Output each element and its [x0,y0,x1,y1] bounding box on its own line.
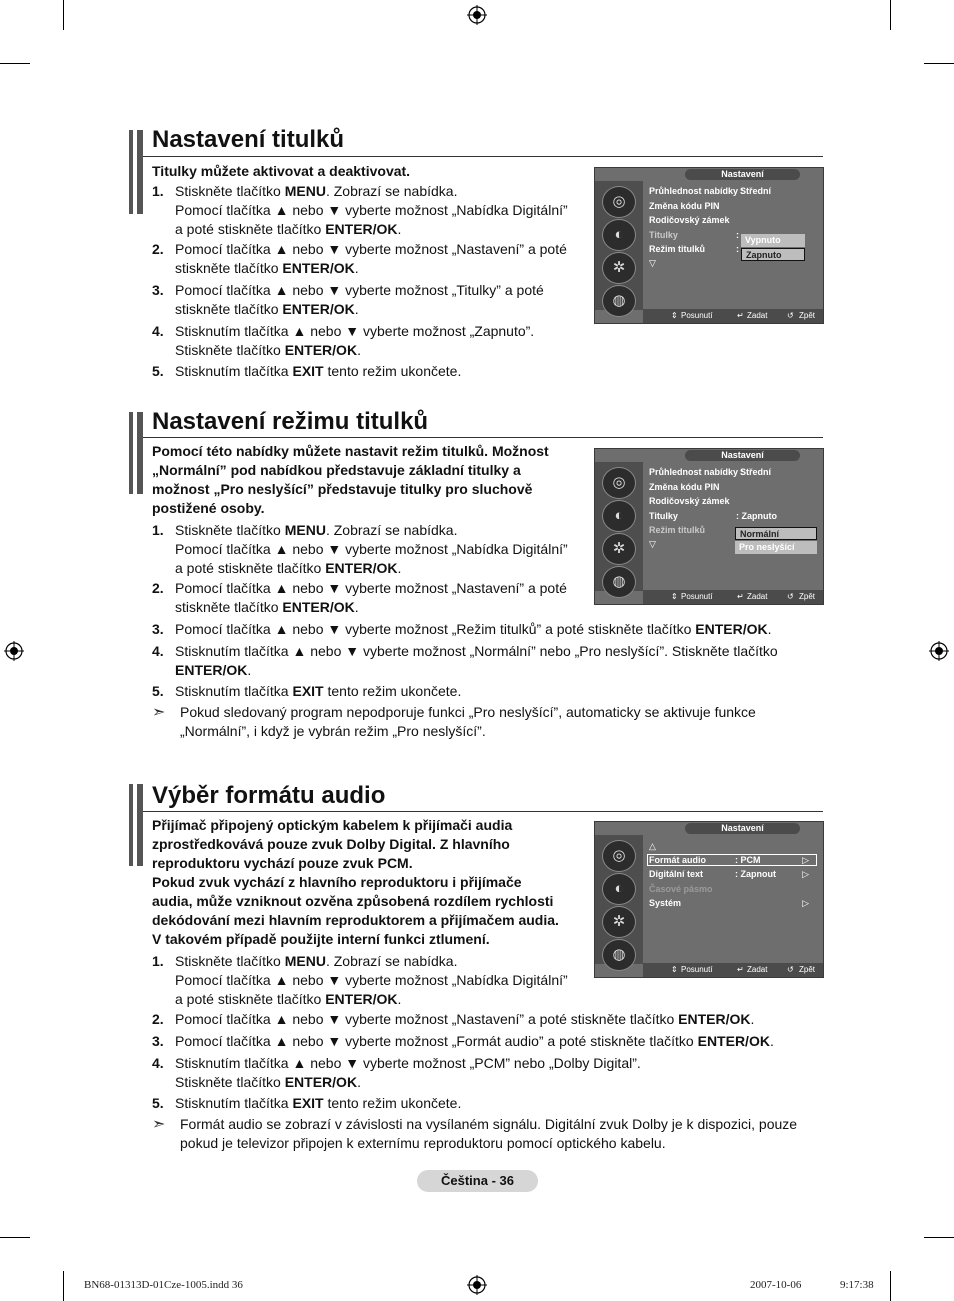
section-marker [129,412,133,494]
step-text: Stisknutím tlačítka EXIT tento režim ukončete. [175,363,462,379]
menu-footer-enter: Zadat [747,311,768,320]
step-text: a poté stiskněte tlačítko ENTER/OK. [175,560,402,576]
section-marker [129,130,133,214]
step-text: Stiskněte tlačítko MENU. Zobrazí se nabídka. [175,522,458,538]
return-icon: ↺ [787,592,794,601]
menu-row-label: Rodičovský zámek [649,496,730,506]
intro-line: Pokud zvuk vychází z hlavního reproduktoru i přijímače [152,874,522,890]
step-number: 4. [152,323,164,339]
menu-option: Vypnuto [741,234,805,247]
step-number: 2. [152,580,164,596]
step-text: stiskněte tlačítko ENTER/OK. [175,599,359,615]
return-icon: ↺ [787,965,794,974]
step-number: 1. [152,183,164,199]
menu-option-selected: Normální [735,527,817,540]
step-text: Pomocí tlačítka ▲ nebo ▼ vyberte možnost „Titulky” a poté [175,282,544,298]
sound-icon: ◐ [602,500,636,532]
enter-icon: ↵ [737,311,744,320]
menu-footer [643,309,823,323]
menu-row-label: Titulky [649,511,678,521]
crop-mark [63,0,64,30]
menu-footer-back: Zpět [799,965,816,974]
registration-mark-icon [467,1275,487,1295]
section-marker [137,412,143,494]
menu-icon-column [595,181,643,310]
note-line: „Normální”, i když je vybrán režim „Pro neslyšící”. [180,723,486,739]
picture-icon: ◎ [602,186,636,218]
menu-row-value: : PCM [735,855,761,865]
input-icon: ◍ [602,566,636,598]
scroll-down-icon: ▽ [649,258,656,268]
menu-footer-back: Zpět [799,311,816,320]
step-number: 4. [152,643,164,659]
step-number: 1. [152,522,164,538]
sound-icon: ◐ [602,219,636,251]
menu-option-selected: Zapnuto [741,248,805,261]
section-rule [143,156,823,157]
step-text: Pomocí tlačítka ▲ nebo ▼ vyberte možnost „Režim titulků” a poté stiskněte tlačítko ENTER/OK. [175,621,772,637]
return-icon: ↺ [787,311,794,320]
menu-footer [643,590,823,604]
crop-mark [63,1271,64,1301]
menu-title: Nastavení [685,450,800,461]
picture-icon: ◎ [602,840,636,872]
menu-row-value: Střední [740,467,772,477]
section-marker [137,784,143,866]
input-icon: ◍ [602,939,636,971]
note-line: Formát audio se zobrazí v závislosti na vysílaném signálu. Digitální zvuk Dolby je k dispozici, pouze [180,1116,798,1132]
menu-row-label: Titulky [649,230,678,240]
menu-title: Nastavení [685,169,800,180]
menu-icon-column [595,462,643,591]
menu-row-label: Průhlednost nabídky : [649,467,744,477]
intro-line: postižené osoby. [152,500,265,516]
step-text: Pomocí tlačítka ▲ nebo ▼ vyberte možnost „Nastavení” a poté stiskněte tlačítko ENTER/OK. [175,1011,755,1027]
intro-line: možnost „Pro neslyšící” představuje titulky pro sluchově [152,481,533,497]
menu-row-label: Digitální text [649,869,704,879]
step-text: a poté stiskněte tlačítko ENTER/OK. [175,221,402,237]
menu-row-label: Rodičovský zámek [649,215,730,225]
step-text: stiskněte tlačítko ENTER/OK. [175,260,359,276]
menu-option: Pro neslyšící [735,541,817,554]
menu-row-value: : [736,244,739,254]
note-line: pokud je televizor připojen k externímu reproduktoru pomocí optického kabelu. [180,1135,666,1151]
menu-footer-enter: Zadat [747,592,768,601]
intro-line: Pomocí této nabídky můžete nastavit režim titulků. Možnost [152,443,549,459]
menu-footer [643,963,823,977]
section-marker [137,130,143,214]
menu-row-value: : [736,230,739,240]
step-number: 1. [152,953,164,969]
menu-footer-back: Zpět [799,592,816,601]
menu-footer-move: Posunutí [681,311,713,320]
setup-icon: ✲ [602,533,636,565]
menu-row-label: Časové pásmo [649,884,713,894]
menu-footer-move: Posunutí [681,965,713,974]
menu-screenshot [594,821,824,978]
section-rule [143,811,823,812]
step-text: Stiskněte tlačítko MENU. Zobrazí se nabídka. [175,953,458,969]
step-text: Stisknutím tlačítka EXIT tento režim ukončete. [175,1095,462,1111]
print-time: 9:17:38 [840,1279,874,1291]
step-text: Stisknutím tlačítka ▲ nebo ▼ vyberte možnost „Zapnuto”. [175,323,535,339]
crop-mark [0,1237,30,1238]
section-intro: Titulky můžete aktivovat a deaktivovat. [152,163,411,179]
setup-icon: ✲ [602,252,636,284]
menu-row-label: Změna kódu PIN [649,201,720,211]
note-arrow-icon: ➣ [152,1116,166,1133]
step-text: Stiskněte tlačítko ENTER/OK. [175,1074,361,1090]
submenu-arrow-icon: ▷ [802,869,809,879]
crop-mark [0,63,30,64]
note-line: Pokud sledovaný program nepodporuje funkci „Pro neslyšící”, automaticky se aktivuje funkce [180,704,756,720]
scroll-down-icon: ▽ [649,539,656,549]
step-number: 3. [152,621,164,637]
intro-line: V takovém případě použijte interní funkci ztlumení. [152,931,490,947]
intro-line: Přijímač připojený optickým kabelem k přijímači audia [152,817,513,833]
submenu-arrow-icon: ▷ [802,898,809,908]
step-number: 3. [152,282,164,298]
step-text: Stiskněte tlačítko ENTER/OK. [175,342,361,358]
setup-icon: ✲ [602,906,636,938]
crop-mark [924,1237,954,1238]
menu-row-label: Průhlednost nabídky : [649,186,744,196]
menu-row-label: Režim titulků [649,244,706,254]
section-rule [143,437,823,438]
step-text: Stisknutím tlačítka EXIT tento režim ukončete. [175,683,462,699]
menu-row-label: Formát audio [649,855,707,865]
registration-mark-icon [4,641,24,661]
input-icon: ◍ [602,285,636,317]
step-text: Pomocí tlačítka ▲ nebo ▼ vyberte možnost „Nabídka Digitální” [175,972,568,988]
crop-mark [890,1271,891,1301]
menu-screenshot [594,167,824,324]
menu-row-label: Změna kódu PIN [649,482,720,492]
step-number: 2. [152,241,164,257]
step-text: Pomocí tlačítka ▲ nebo ▼ vyberte možnost „Nastavení” a poté [175,580,567,596]
menu-footer-enter: Zadat [747,965,768,974]
intro-line: audia, může vzniknout ozvěna způsobená rozdílem rychlosti [152,893,554,909]
intro-line: reproduktoru vychází pouze zvuk PCM. [152,855,413,871]
intro-line: „Normální” pod nabídkou představuje základní titulky a [152,462,521,478]
step-text: Stisknutím tlačítka ▲ nebo ▼ vyberte možnost „PCM” nebo „Dolby Digital”. [175,1055,641,1071]
move-icon: ⇕ [671,592,678,601]
crop-mark [890,0,891,30]
enter-icon: ↵ [737,965,744,974]
step-text: Stisknutím tlačítka ▲ nebo ▼ vyberte možnost „Normální” nebo „Pro neslyšící”. Stiskněte tlačítko [175,643,778,659]
enter-icon: ↵ [737,592,744,601]
menu-icon-column [595,835,643,964]
section-marker [129,784,133,866]
step-number: 4. [152,1055,164,1071]
step-number: 5. [152,363,164,379]
step-text: stiskněte tlačítko ENTER/OK. [175,301,359,317]
move-icon: ⇕ [671,311,678,320]
step-text: Stiskněte tlačítko MENU. Zobrazí se nabídka. [175,183,458,199]
step-number: 2. [152,1011,164,1027]
menu-footer-move: Posunutí [681,592,713,601]
print-file-info: BN68-01313D-01Cze-1005.indd 36 [84,1279,243,1291]
crop-mark [924,63,954,64]
print-date: 2007-10-06 [750,1279,802,1291]
section-title: Nastavení titulků [152,126,345,153]
note-arrow-icon: ➣ [152,704,166,721]
menu-row-label: Systém [649,898,682,908]
scroll-up-icon: △ [649,841,656,851]
step-text: ENTER/OK. [175,662,252,678]
step-text: Pomocí tlačítka ▲ nebo ▼ vyberte možnost „Formát audio” a poté stiskněte tlačítko ENTER/OK. [175,1033,774,1049]
menu-row-value: : Zapnout [735,869,776,879]
page-number-badge: Čeština - 36 [417,1170,538,1192]
step-number: 3. [152,1033,164,1049]
move-icon: ⇕ [671,965,678,974]
intro-line: zprostředkovává pouze zvuk Dolby Digital. Z hlavního [152,836,510,852]
sound-icon: ◐ [602,873,636,905]
registration-mark-icon [929,641,949,661]
submenu-arrow-icon: ▷ [802,855,809,865]
menu-row-value: Střední [740,186,772,196]
step-number: 5. [152,1095,164,1111]
menu-row-label: Režim titulků [649,525,706,535]
step-text: Pomocí tlačítka ▲ nebo ▼ vyberte možnost „Nabídka Digitální” [175,202,568,218]
step-text: Pomocí tlačítka ▲ nebo ▼ vyberte možnost „Nabídka Digitální” [175,541,568,557]
step-number: 5. [152,683,164,699]
registration-mark-icon [467,5,487,25]
menu-title: Nastavení [685,823,800,834]
section-title: Nastavení režimu titulků [152,408,429,435]
step-text: a poté stiskněte tlačítko ENTER/OK. [175,991,402,1007]
picture-icon: ◎ [602,467,636,499]
step-text: Pomocí tlačítka ▲ nebo ▼ vyberte možnost „Nastavení” a poté [175,241,567,257]
menu-row-value: : Zapnuto [736,511,777,521]
menu-screenshot [594,448,824,605]
intro-line: dekódování mezi hlavním reproduktorem a přijímačem audia. [152,912,559,928]
section-title: Výběr formátu audio [152,782,386,809]
